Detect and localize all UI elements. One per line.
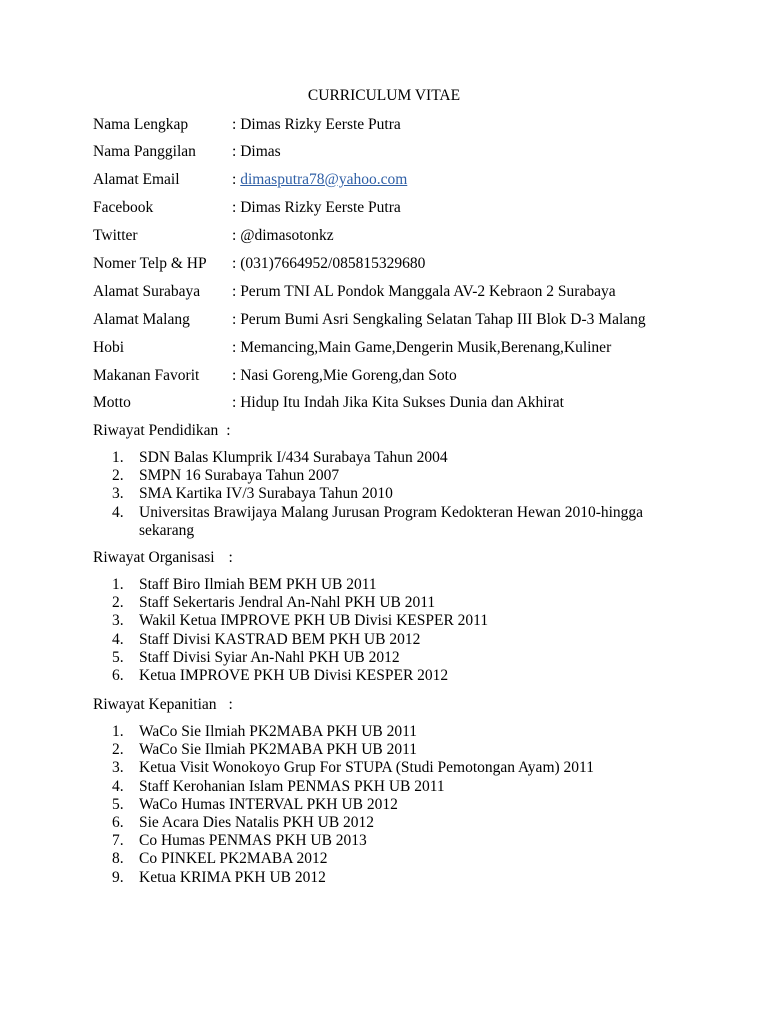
list-text: WaCo Sie Ilmiah PK2MABA PKH UB 2011 [139,723,418,740]
info-row-alamat-surabaya [93,282,616,302]
list-item [112,850,672,868]
list-item [112,832,672,850]
list-item [112,869,672,887]
info-separator: : [232,116,241,133]
info-separator: : [232,171,241,188]
list-number: 6. [112,814,124,832]
info-value: Perum TNI AL Pondok Manggala AV-2 Kebraon 2 Surabaya [240,283,616,300]
list-text: Staff Divisi Syiar An-Nahl PKH UB 2012 [139,648,400,666]
list-number: 3. [112,759,124,777]
info-separator: : [232,311,241,328]
info-value: Dimas Rizky Eerste Putra [240,199,401,216]
email-link[interactable]: dimasputra78@yahoo.com [240,171,408,188]
info-label: Makanan Favorit [93,367,200,384]
info-separator: : [232,199,241,216]
info-label: Motto [93,394,131,411]
list-number: 4. [112,630,124,648]
list-item [112,667,672,685]
list-item [112,759,672,777]
section-label: Riwayat Kepanitian [93,696,217,713]
list-item [112,576,672,594]
list-number: 2. [112,594,124,612]
info-separator: : [232,394,241,411]
info-row-facebook [93,198,401,218]
info-value: Dimas [240,143,281,160]
list-number: 4. [112,777,124,795]
list-number: 9. [112,868,124,886]
list-number: 5. [112,795,124,813]
list-number: 2. [112,741,124,759]
list-number: 6. [112,667,124,685]
list-number: 1. [112,576,124,593]
info-value: Memancing,Main Game,Dengerin Musik,Berenang,Kuliner [240,339,612,356]
list-text: Sie Acara Dies Natalis PKH UB 2012 [139,814,375,832]
info-value: Perum Bumi Asri Sengkaling Selatan Tahap III Blok D-3 Malang [240,311,646,328]
info-row-hobi [93,338,611,358]
info-row-nama-panggilan [93,142,281,162]
document-title: CURRICULUM VITAE [307,87,461,104]
list-text: Ketua Visit Wonokoyo Grup For STUPA (Studi Pemotongan Ayam) 2011 [139,759,594,777]
list-item [112,612,672,630]
info-separator: : [232,143,241,160]
info-label: Alamat Email [93,171,180,188]
info-label: Hobi [93,339,124,356]
info-value: @dimasotonkz [240,227,334,244]
list-item [112,594,672,612]
list-text: Staff Sekertaris Jendral An-Nahl PKH UB 2011 [139,594,436,612]
info-row-nama-lengkap [93,115,401,135]
list-text: Staff Divisi KASTRAD BEM PKH UB 2012 [139,630,421,648]
list-text: Co Humas PENMAS PKH UB 2013 [139,832,367,850]
section-heading-kepanitian [93,695,233,715]
list-item [112,649,672,667]
list-text: Ketua KRIMA PKH UB 2012 [139,868,326,886]
info-separator: : [232,339,241,356]
list-number: 1. [112,723,124,740]
info-value: Hidup Itu Indah Jika Kita Sukses Dunia dan Akhirat [240,394,564,411]
list-text: SDN Balas Klumprik I/434 Surabaya Tahun 2004 [139,449,448,466]
section-label: Riwayat Organisasi [93,549,215,566]
info-label: Nomer Telp & HP [93,255,207,272]
list-item [112,723,672,741]
section-colon: : [228,696,233,713]
info-separator: : [232,283,241,300]
section-colon: : [228,549,233,566]
list-number: 5. [112,648,124,666]
info-row-telp [93,254,425,274]
info-value: Nasi Goreng,Mie Goreng,dan Soto [240,367,457,384]
section-heading-organisasi [93,548,233,568]
list-number: 3. [112,485,124,503]
list-item [112,778,672,796]
info-label: Twitter [93,227,138,244]
list-item [112,449,672,467]
list-text: WaCo Humas INTERVAL PKH UB 2012 [139,795,398,813]
info-row-motto [93,393,564,413]
info-separator: : [232,367,241,384]
info-separator: : [232,255,241,272]
section-label: Riwayat Pendidikan [93,422,219,439]
list-item [112,485,672,503]
list-number: 3. [112,612,124,630]
list-text: Ketua IMPROVE PKH UB Divisi KESPER 2012 [139,667,449,685]
list-organisasi [112,576,672,685]
info-value: Dimas Rizky Eerste Putra [240,116,401,133]
list-text: Staff Kerohanian Islam PENMAS PKH UB 2011 [139,777,445,795]
list-number: 4. [112,503,124,521]
info-row-email [93,170,407,190]
section-heading-pendidikan [93,421,231,441]
list-number: 8. [112,850,124,868]
list-pendidikan [112,449,672,540]
list-text: SMPN 16 Surabaya Tahun 2007 [139,467,340,485]
list-number: 2. [112,467,124,485]
list-item [112,467,672,485]
info-row-makanan-favorit [93,366,457,386]
info-label: Nama Panggilan [93,143,196,160]
list-number: 7. [112,832,124,850]
list-item [112,796,672,814]
info-row-twitter [93,226,334,246]
list-text: SMA Kartika IV/3 Surabaya Tahun 2010 [139,485,393,503]
list-text: WaCo Sie Ilmiah PK2MABA PKH UB 2011 [139,741,418,759]
list-item [112,814,672,832]
list-item [112,741,672,759]
list-text: Wakil Ketua IMPROVE PKH UB Divisi KESPER 2011 [139,612,489,630]
info-label: Alamat Surabaya [93,283,201,300]
info-label: Alamat Malang [93,311,190,328]
list-text: Staff Biro Ilmiah BEM PKH UB 2011 [139,576,377,593]
info-label: Nama Lengkap [93,116,189,133]
section-colon: : [226,422,231,439]
list-item [112,631,672,649]
info-row-alamat-malang [93,310,646,330]
list-number: 1. [112,449,124,466]
list-text: Universitas Brawijaya Malang Jurusan Program Kedokteran Hewan 2010-hingga sekarang [139,503,644,539]
info-value: (031)7664952/085815329680 [240,255,426,272]
info-label: Facebook [93,199,154,216]
list-item [112,504,672,540]
info-separator: : [232,227,241,244]
list-kepanitian [112,723,672,887]
list-text: Co PINKEL PK2MABA 2012 [139,850,328,868]
